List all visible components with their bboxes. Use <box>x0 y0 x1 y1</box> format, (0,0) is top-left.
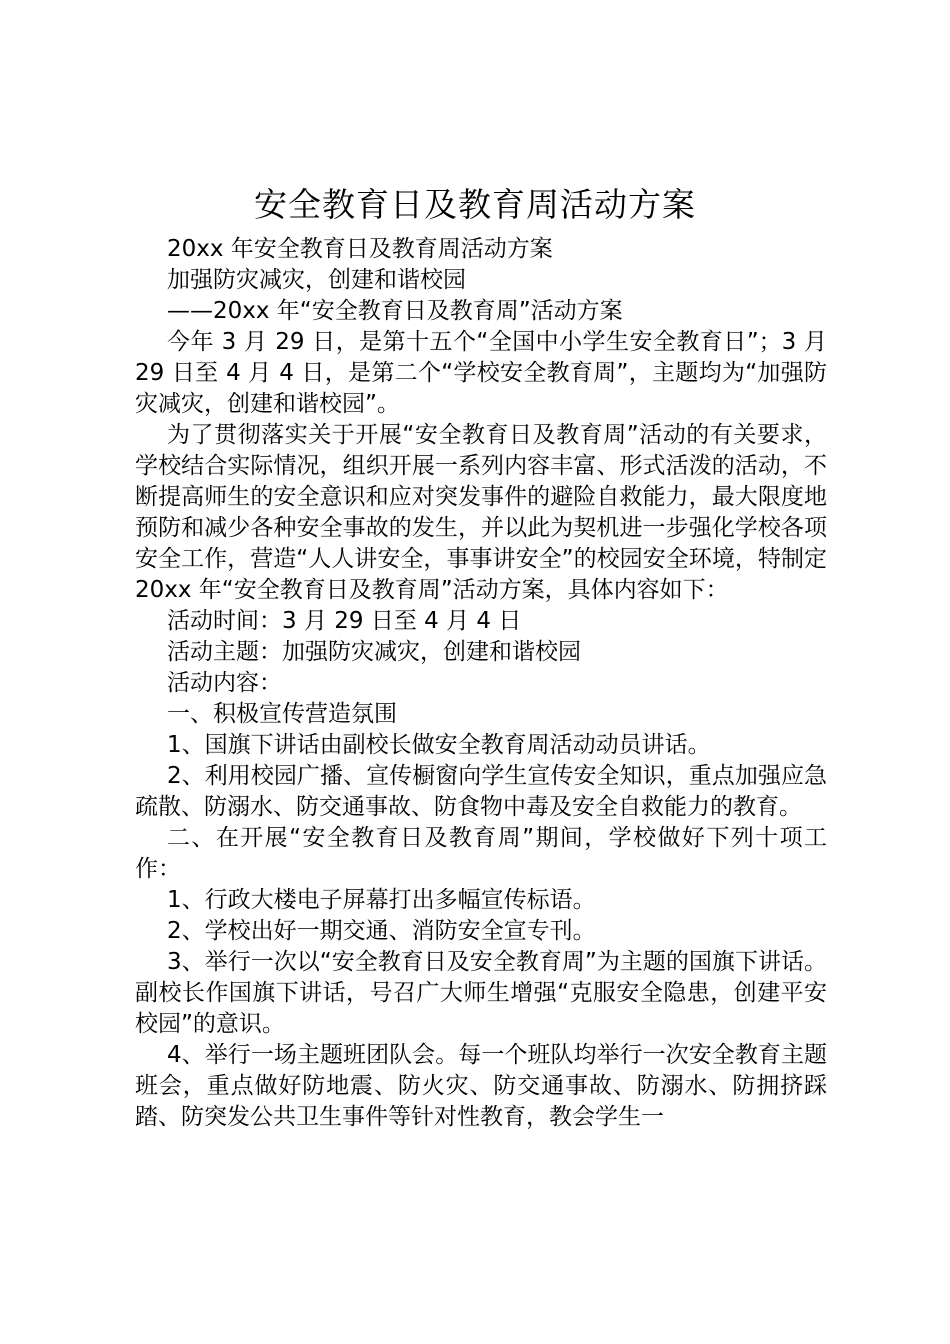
paragraph-slogan: 加强防灾减灾，创建和谐校园 <box>167 267 466 293</box>
document-title: 安全教育日及教育周活动方案 <box>254 185 696 224</box>
paragraph-activity-theme: 活动主题：加强防灾减灾，创建和谐校园 <box>167 639 581 665</box>
list-item: 1、行政大楼电子屏幕打出多幅宣传标语。 <box>167 887 596 913</box>
section-heading-1: 一、积极宣传营造氛围 <box>167 701 397 727</box>
section-heading-2: 二、在开展“安全教育日及教育周”期间，学校做好下列十项工作： <box>135 825 827 882</box>
document-body <box>135 234 827 1133</box>
list-item: 4、举行一场主题班团队会。每一个班队均举行一次安全教育主题班会，重点做好防地震、防火灾、防交通事故、防溺水、防拥挤踩踏、防突发公共卫生事件等针对性教育，教会学生一 <box>135 1042 827 1130</box>
list-item: 3、举行一次以“安全教育日及安全教育周”为主题的国旗下讲话。副校长作国旗下讲话，号召广大师生增强“克服安全隐患，创建平安校园”的意识。 <box>135 949 827 1037</box>
paragraph-plan-name: ——20xx 年“安全教育日及教育周”活动方案 <box>167 298 623 324</box>
list-item: 1、国旗下讲话由副校长做安全教育周活动动员讲话。 <box>167 732 711 758</box>
paragraph-purpose: 为了贯彻落实关于开展“安全教育日及教育周”活动的有关要求，学校结合实际情况，组织开展一系列内容丰富、形式活泼的活动，不断提高师生的安全意识和应对突发事件的避险自救能力，最大限度地预防和减少各种安全事故的发生，并以此为契机进一步强化学校各项安全工作，营造“人人讲安全，事事讲安全”的校园安全环境，特制定 20xx 年“安全教育日及教育周”活动方案，具体内容如下： <box>135 422 827 603</box>
paragraph-activity-content: 活动内容： <box>167 670 282 696</box>
paragraph-intro: 今年 3 月 29 日，是第十五个“全国中小学生安全教育日”；3 月 29 日至 4 月 4 日，是第二个“学校安全教育周”，主题均为“加强防灾减灾，创建和谐校园”。 <box>135 329 827 417</box>
list-item: 2、学校出好一期交通、消防安全宣专刊。 <box>167 918 596 944</box>
paragraph-activity-time: 活动时间：3 月 29 日至 4 月 4 日 <box>167 608 522 634</box>
paragraph-subtitle: 20xx 年安全教育日及教育周活动方案 <box>167 236 553 262</box>
list-item: 2、利用校园广播、宣传橱窗向学生宣传安全知识，重点加强应急疏散、防溺水、防交通事故、防食物中毒及安全自救能力的教育。 <box>135 763 827 820</box>
